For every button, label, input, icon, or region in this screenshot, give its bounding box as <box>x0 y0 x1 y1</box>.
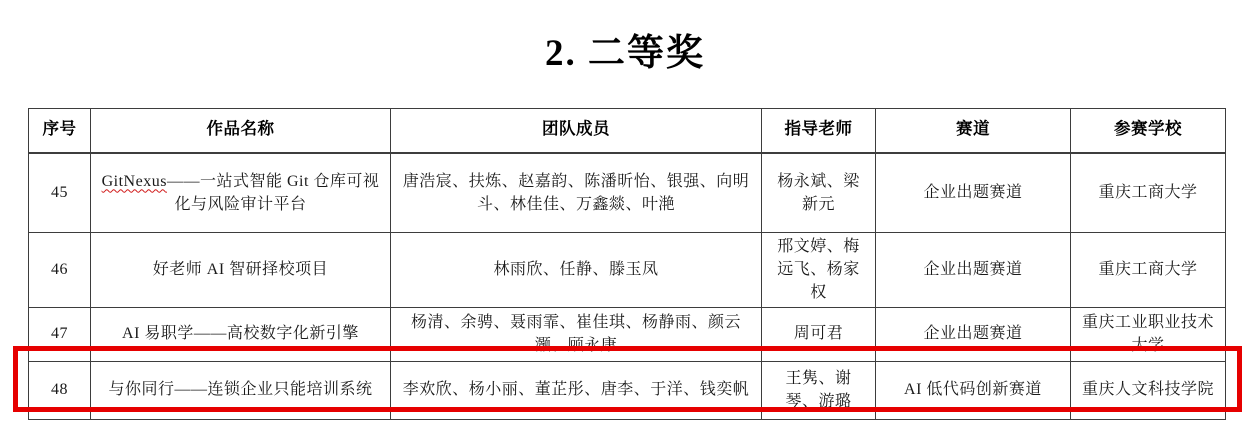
cell-team-members: 唐浩宸、扶炼、赵嘉韵、陈潘昕怡、银强、向明斗、林佳佳、万鑫燚、叶滟 <box>391 153 762 233</box>
table-row <box>29 307 1226 361</box>
cell-work-title <box>91 361 391 419</box>
cell-work-title <box>91 307 391 361</box>
cell-team-members: 林雨欣、任静、滕玉凤 <box>391 233 762 308</box>
cell-school: 重庆工商大学 <box>1071 233 1226 308</box>
column-header: 参赛学校 <box>1071 109 1226 153</box>
cell-work-title <box>91 233 391 308</box>
header-row <box>29 109 1226 153</box>
cell-track: 企业出题赛道 <box>876 233 1071 308</box>
section-title: 2. 二等奖 <box>545 33 705 74</box>
cell-track: 企业出题赛道 <box>876 307 1071 361</box>
cell-team-members: 杨清、余骋、聂雨霏、崔佳琪、杨静雨、颜云灏、顾永康 <box>391 307 762 361</box>
column-header: 序号 <box>29 109 91 153</box>
table-row-highlighted <box>29 361 1226 419</box>
work-title-segment: AI 易职学——高校数字化新引擎 <box>122 325 359 343</box>
work-title-segment: ——一站式智能 Git 仓库可视化与风险审计平台 <box>166 172 380 213</box>
cell-school: 重庆工业职业技术大学 <box>1071 307 1226 361</box>
cell-track: AI 低代码创新赛道 <box>876 361 1071 419</box>
work-title-segment: 好老师 AI 智研择校项目 <box>152 261 329 279</box>
work-title-segment-spellcheck: GitNexus <box>101 172 167 190</box>
column-header: 指导老师 <box>762 109 876 153</box>
work-title-segment: 与你同行——连锁企业只能培训系统 <box>108 381 373 399</box>
cell-advisor: 王隽、谢琴、游璐 <box>762 361 876 419</box>
cell-advisor: 周可君 <box>762 307 876 361</box>
cell-serial-number: 47 <box>29 307 91 361</box>
cell-school: 重庆人文科技学院 <box>1071 361 1226 419</box>
cell-advisor: 邢文婷、梅远飞、杨家权 <box>762 233 876 308</box>
cell-team-members: 李欢欣、杨小丽、董芷彤、唐李、于洋、钱奕帆 <box>391 361 762 419</box>
column-header: 赛道 <box>876 109 1071 153</box>
cell-serial-number: 48 <box>29 361 91 419</box>
cell-track: 企业出题赛道 <box>876 153 1071 233</box>
table-row <box>29 153 1226 233</box>
cell-serial-number: 45 <box>29 153 91 233</box>
cell-serial-number: 46 <box>29 233 91 308</box>
table-body <box>29 153 1226 420</box>
cell-advisor: 杨永斌、梁新元 <box>762 153 876 233</box>
column-header: 团队成员 <box>391 109 762 153</box>
column-header: 作品名称 <box>91 109 391 153</box>
awards-table <box>28 108 1226 420</box>
cell-work-title <box>91 153 391 233</box>
table-row <box>29 233 1226 308</box>
cell-school: 重庆工商大学 <box>1071 153 1226 233</box>
